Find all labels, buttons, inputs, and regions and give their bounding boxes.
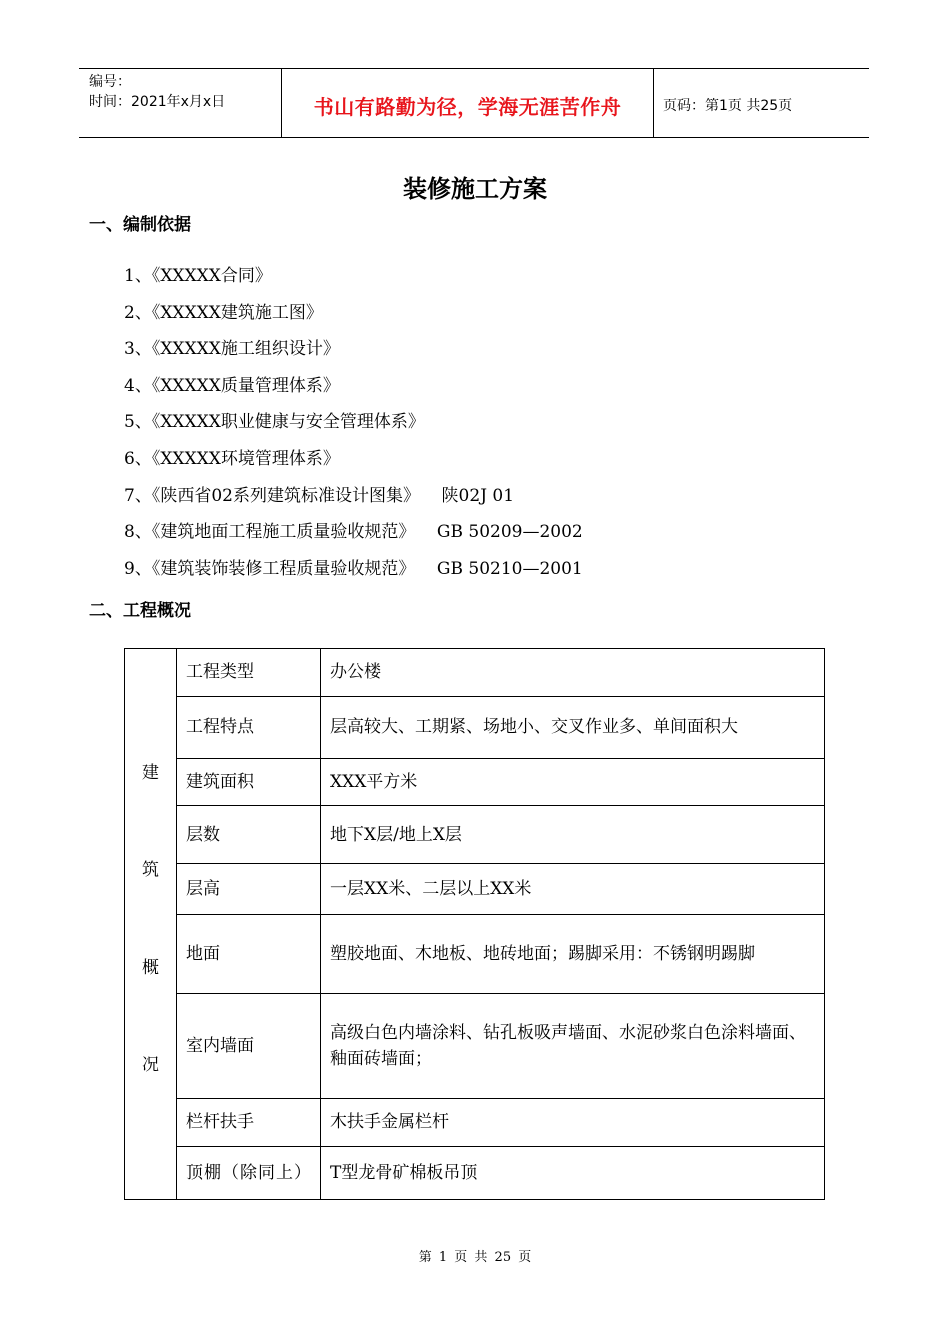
list-item: 4、《XXXXX质量管理体系》 (124, 375, 340, 396)
row-key: 工程类型 (177, 649, 321, 697)
row-value: 高级白色内墙涂料、钻孔板吸声墙面、水泥砂浆白色涂料墙面、釉面砖墙面； (321, 994, 825, 1099)
row-key: 建筑面积 (177, 758, 321, 806)
header-table (79, 68, 869, 138)
row-key: 地面 (177, 914, 321, 993)
side-char: 建 (142, 763, 159, 784)
list-item: 7、《陕西省02系列建筑标准设计图集》 陕02J 01 (124, 485, 515, 506)
row-value: 办公楼 (321, 649, 825, 697)
list-item: 3、《XXXXX施工组织设计》 (124, 339, 340, 360)
row-key: 工程特点 (177, 696, 321, 758)
row-value: 层高较大、工期紧、场地小、交叉作业多、单间面积大 (321, 696, 825, 758)
row-value: 地下X层/地上X层 (321, 806, 825, 864)
page-footer: 第 1 页 共 25 页 (418, 1250, 532, 1265)
section-heading-overview: 二、工程概况 (89, 601, 191, 621)
row-value: T型龙骨矿棉板吊顶 (321, 1147, 825, 1200)
row-key: 顶棚（除同上） (177, 1147, 321, 1200)
list-item: 8、《建筑地面工程施工质量验收规范》 GB 50209—2002 (124, 522, 583, 543)
side-char: 况 (142, 1054, 159, 1075)
header-motto: 书山有路勤为径，学海无涯苦作舟 (281, 69, 654, 137)
side-label-cell (125, 649, 177, 1200)
list-item: 9、《建筑装饰装修工程质量验收规范》 GB 50210—2001 (124, 558, 583, 579)
row-value: 木扶手金属栏杆 (321, 1098, 825, 1147)
reference-list (124, 258, 583, 587)
number-label: 编号： (89, 74, 131, 90)
list-item: 6、《XXXXX环境管理体系》 (124, 448, 340, 469)
section-heading-basis: 一、编制依据 (89, 215, 191, 235)
overview-table (124, 648, 825, 1200)
list-item: 1、《XXXXX合同》 (124, 266, 272, 286)
list-item: 5、《XXXXX职业健康与安全管理体系》 (124, 412, 425, 433)
header-page-info: 页码：第1页 共25页 (663, 98, 793, 114)
list-item: 2、《XXXXX建筑施工图》 (124, 302, 323, 323)
row-value: 塑胶地面、木地板、地砖地面；踢脚采用：不锈钢明踢脚 (321, 914, 825, 993)
row-key: 室内墙面 (177, 994, 321, 1099)
row-key: 层高 (177, 864, 321, 915)
row-key: 层数 (177, 806, 321, 864)
document-title: 装修施工方案 (403, 175, 547, 203)
time-label: 时间：2021年x月x日 (89, 94, 226, 110)
side-char: 概 (142, 957, 159, 978)
row-value: XXX平方米 (321, 758, 825, 806)
header-meta (79, 69, 281, 137)
side-char: 筑 (142, 860, 159, 881)
row-key: 栏杆扶手 (177, 1098, 321, 1147)
row-value: 一层XX米、二层以上XX米 (321, 864, 825, 915)
